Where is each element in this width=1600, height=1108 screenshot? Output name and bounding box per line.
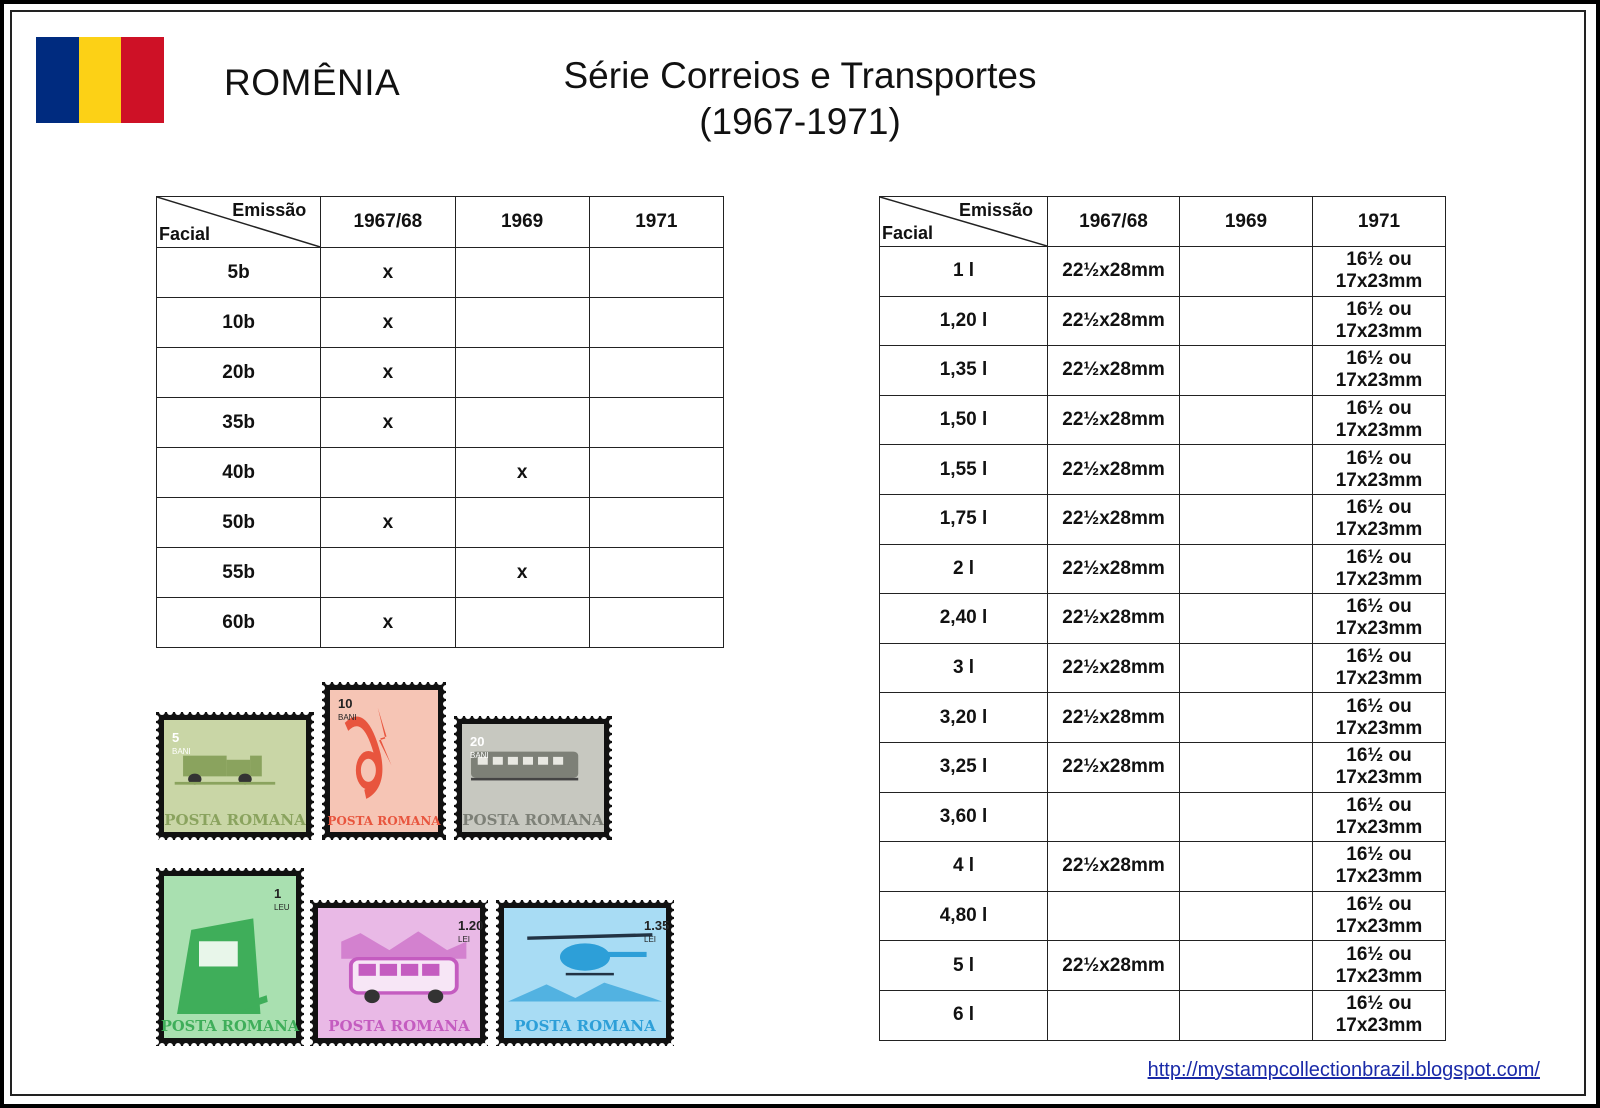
format-cell [1180, 990, 1313, 1040]
format-cell: 22½x28mm [1048, 346, 1180, 396]
table-row [880, 247, 1446, 297]
stamp-posthorn [322, 682, 446, 840]
stamp-unit: LEI [458, 935, 471, 944]
table-row [880, 990, 1446, 1040]
table-row [880, 742, 1446, 792]
facial-value-cell: 10b [157, 298, 321, 348]
format-cell: 22½x28mm [1048, 941, 1180, 991]
format-cell: 22½x28mm [1048, 395, 1180, 445]
format-cell [1180, 792, 1313, 842]
format-cell-1971 [1313, 247, 1446, 297]
format-cell [1180, 346, 1313, 396]
bus-icon [310, 900, 488, 1046]
table-row [157, 498, 724, 548]
format-line-2: 17x23mm [1335, 469, 1423, 491]
table-row [157, 548, 724, 598]
format-cell [1180, 842, 1313, 892]
format-cell [1180, 643, 1313, 693]
format-cell-1971 [1313, 990, 1446, 1040]
stamp-value: 10 [338, 696, 353, 711]
format-line-1: 16½ ou [1346, 695, 1412, 717]
facial-value-cell: 4 l [880, 842, 1048, 892]
issue-mark-cell [321, 548, 455, 598]
facial-value-cell: 1,35 l [880, 346, 1048, 396]
stamp-caption: POSTA ROMANA [327, 814, 441, 828]
facial-value-cell: 50b [157, 498, 321, 548]
format-line-2: 17x23mm [1335, 767, 1423, 789]
format-cell [1048, 792, 1180, 842]
right-issue-table [879, 196, 1446, 1041]
format-line-2: 17x23mm [1335, 370, 1423, 392]
stamp-bus [310, 900, 488, 1046]
issue-mark-cell: x [455, 448, 589, 498]
left-issue-table [156, 196, 724, 648]
format-cell-1971 [1313, 594, 1446, 644]
stamp-railcar [454, 716, 612, 840]
stamp-locomotive [156, 868, 304, 1046]
format-cell-1971 [1313, 643, 1446, 693]
issue-mark-cell [455, 248, 589, 298]
format-cell-1971 [1313, 445, 1446, 495]
facial-value-cell: 1 l [880, 247, 1048, 297]
format-cell [1048, 990, 1180, 1040]
format-cell [1180, 891, 1313, 941]
stamp-unit: BANI [338, 713, 357, 722]
issue-mark-cell [589, 248, 723, 298]
header-facial: Facial [159, 224, 211, 244]
issue-mark-cell: x [321, 598, 455, 648]
format-cell [1180, 941, 1313, 991]
truck-icon [156, 712, 314, 840]
table-header-row [880, 197, 1446, 247]
table-row [880, 296, 1446, 346]
format-cell-1971 [1313, 544, 1446, 594]
format-line-1: 16½ ou [1346, 993, 1412, 1015]
format-cell: 22½x28mm [1048, 296, 1180, 346]
stamp-value: 1.20 [458, 918, 484, 933]
facial-value-cell: 55b [157, 548, 321, 598]
format-line-1: 16½ ou [1346, 943, 1412, 965]
facial-value-cell: 2,40 l [880, 594, 1048, 644]
table-row [880, 643, 1446, 693]
format-cell: 22½x28mm [1048, 693, 1180, 743]
stamp-caption: POSTA ROMANA [160, 1018, 300, 1035]
country-name: ROMÊNIA [224, 62, 401, 103]
issue-mark-cell: x [455, 548, 589, 598]
format-line-2: 17x23mm [1335, 519, 1423, 541]
railcar-icon [454, 716, 612, 840]
table-row [157, 398, 724, 448]
format-cell: 22½x28mm [1048, 842, 1180, 892]
format-line-2: 17x23mm [1335, 568, 1423, 590]
format-cell [1180, 247, 1313, 297]
title-line-1: Série Correios e Transportes [563, 55, 1037, 96]
issue-mark-cell [455, 298, 589, 348]
format-cell [1180, 296, 1313, 346]
issue-mark-cell [455, 598, 589, 648]
format-cell-1971 [1313, 792, 1446, 842]
table-row [157, 448, 724, 498]
format-line-2: 17x23mm [1335, 916, 1423, 938]
table-row [157, 248, 724, 298]
facial-value-cell: 6 l [880, 990, 1048, 1040]
format-line-1: 16½ ou [1346, 298, 1412, 320]
format-line-2: 17x23mm [1335, 618, 1423, 640]
facial-value-cell: 1,55 l [880, 445, 1048, 495]
format-cell [1180, 693, 1313, 743]
table-row [880, 445, 1446, 495]
format-cell [1180, 742, 1313, 792]
flag-stripe-red [121, 37, 164, 123]
header-col-1967-68: 1967/68 [321, 197, 455, 248]
issue-mark-cell: x [321, 248, 455, 298]
format-line-1: 16½ ou [1346, 745, 1412, 767]
flag-stripe-yellow [79, 37, 122, 123]
stamp-unit: BANI [470, 751, 489, 760]
facial-value-cell: 4,80 l [880, 891, 1048, 941]
facial-value-cell: 1,50 l [880, 395, 1048, 445]
format-line-1: 16½ ou [1346, 348, 1412, 370]
format-cell-1971 [1313, 742, 1446, 792]
stamp-value: 1 [274, 886, 282, 901]
issue-mark-cell [455, 398, 589, 448]
flag-stripe-blue [36, 37, 79, 123]
title-line-2: (1967-1971) [699, 101, 901, 142]
table-row [880, 941, 1446, 991]
facial-value-cell: 1,75 l [880, 494, 1048, 544]
format-line-2: 17x23mm [1335, 320, 1423, 342]
table-row [880, 792, 1446, 842]
format-line-1: 16½ ou [1346, 398, 1412, 420]
facial-value-cell: 60b [157, 598, 321, 648]
format-cell-1971 [1313, 842, 1446, 892]
table-row [880, 494, 1446, 544]
stamp-helicopter [496, 900, 674, 1046]
format-cell: 22½x28mm [1048, 544, 1180, 594]
format-cell [1180, 445, 1313, 495]
table-row [880, 891, 1446, 941]
header-col-1971: 1971 [1313, 197, 1446, 247]
format-cell [1180, 544, 1313, 594]
header-col-1967-68: 1967/68 [1048, 197, 1180, 247]
format-cell-1971 [1313, 296, 1446, 346]
issue-mark-cell [589, 348, 723, 398]
table-row [880, 594, 1446, 644]
facial-value-cell: 3,25 l [880, 742, 1048, 792]
format-cell-1971 [1313, 494, 1446, 544]
issue-mark-cell [589, 548, 723, 598]
stamp-caption: POSTA ROMANA [164, 811, 306, 829]
issue-mark-cell [455, 498, 589, 548]
format-cell [1180, 594, 1313, 644]
format-line-1: 16½ ou [1346, 497, 1412, 519]
issue-mark-cell: x [321, 498, 455, 548]
format-cell [1180, 395, 1313, 445]
table-row [880, 346, 1446, 396]
format-cell: 22½x28mm [1048, 643, 1180, 693]
stamp-value: 1.35 [644, 918, 670, 933]
table-row [157, 348, 724, 398]
locomotive-icon [156, 868, 304, 1046]
table-row [880, 544, 1446, 594]
format-line-1: 16½ ou [1346, 249, 1412, 271]
format-cell-1971 [1313, 891, 1446, 941]
facial-value-cell: 2 l [880, 544, 1048, 594]
format-line-1: 16½ ou [1346, 646, 1412, 668]
stamp-caption: POSTA ROMANA [462, 811, 604, 829]
issue-mark-cell [589, 298, 723, 348]
table-row [157, 298, 724, 348]
table-row [880, 842, 1446, 892]
romania-flag-icon [36, 37, 164, 123]
format-cell-1971 [1313, 693, 1446, 743]
table-row [880, 693, 1446, 743]
table-header-row [157, 197, 724, 248]
facial-value-cell: 5 l [880, 941, 1048, 991]
header-emissao: Emissão [958, 200, 1033, 220]
issue-mark-cell [589, 598, 723, 648]
issue-mark-cell: x [321, 298, 455, 348]
format-cell [1180, 494, 1313, 544]
format-line-2: 17x23mm [1335, 965, 1423, 987]
format-line-1: 16½ ou [1346, 794, 1412, 816]
stamp-caption: POSTA ROMANA [328, 1017, 470, 1035]
format-line-2: 17x23mm [1335, 866, 1423, 888]
format-line-1: 16½ ou [1346, 596, 1412, 618]
stamp-unit: BANI [172, 747, 191, 756]
facial-value-cell: 3,60 l [880, 792, 1048, 842]
format-cell-1971 [1313, 941, 1446, 991]
issue-mark-cell [321, 448, 455, 498]
format-line-2: 17x23mm [1335, 1015, 1423, 1037]
page-title [520, 53, 1080, 145]
header-col-1969: 1969 [455, 197, 589, 248]
stamp-unit: LEU [274, 903, 290, 912]
header-col-1969: 1969 [1180, 197, 1313, 247]
issue-mark-cell: x [321, 398, 455, 448]
header-emissao: Emissão [232, 200, 307, 220]
stamp-unit: LEI [644, 935, 657, 944]
stamp-caption: POSTA ROMANA [514, 1017, 656, 1035]
format-line-2: 17x23mm [1335, 668, 1423, 690]
format-cell: 22½x28mm [1048, 247, 1180, 297]
issue-mark-cell [589, 498, 723, 548]
issue-mark-cell: x [321, 348, 455, 398]
header-facial: Facial [882, 223, 934, 243]
stamp-truck [156, 712, 314, 840]
header-diagonal-cell [880, 197, 1048, 247]
format-cell: 22½x28mm [1048, 445, 1180, 495]
facial-value-cell: 40b [157, 448, 321, 498]
format-line-2: 17x23mm [1335, 717, 1423, 739]
format-line-2: 17x23mm [1335, 420, 1423, 442]
format-cell: 22½x28mm [1048, 594, 1180, 644]
facial-value-cell: 3 l [880, 643, 1048, 693]
format-cell: 22½x28mm [1048, 494, 1180, 544]
issue-mark-cell [455, 348, 589, 398]
header-col-1971: 1971 [589, 197, 723, 248]
format-line-1: 16½ ou [1346, 894, 1412, 916]
issue-mark-cell [589, 398, 723, 448]
helicopter-icon [496, 900, 674, 1046]
stamp-value: 20 [470, 734, 485, 749]
facial-value-cell: 5b [157, 248, 321, 298]
table-row [880, 395, 1446, 445]
facial-value-cell: 1,20 l [880, 296, 1048, 346]
facial-value-cell: 3,20 l [880, 693, 1048, 743]
blog-url-link[interactable]: http://mystampcollectionbrazil.blogspot.com/ [1147, 1059, 1540, 1081]
format-cell-1971 [1313, 346, 1446, 396]
format-line-1: 16½ ou [1346, 447, 1412, 469]
format-line-2: 17x23mm [1335, 816, 1423, 838]
table-row [157, 598, 724, 648]
format-cell-1971 [1313, 395, 1446, 445]
format-line-2: 17x23mm [1335, 271, 1423, 293]
format-cell: 22½x28mm [1048, 742, 1180, 792]
header-diagonal-cell [157, 197, 321, 248]
format-line-1: 16½ ou [1346, 844, 1412, 866]
format-cell [1048, 891, 1180, 941]
issue-mark-cell [589, 448, 723, 498]
facial-value-cell: 35b [157, 398, 321, 448]
posthorn-icon [322, 682, 446, 840]
stamp-value: 5 [172, 730, 180, 745]
format-line-1: 16½ ou [1346, 546, 1412, 568]
facial-value-cell: 20b [157, 348, 321, 398]
